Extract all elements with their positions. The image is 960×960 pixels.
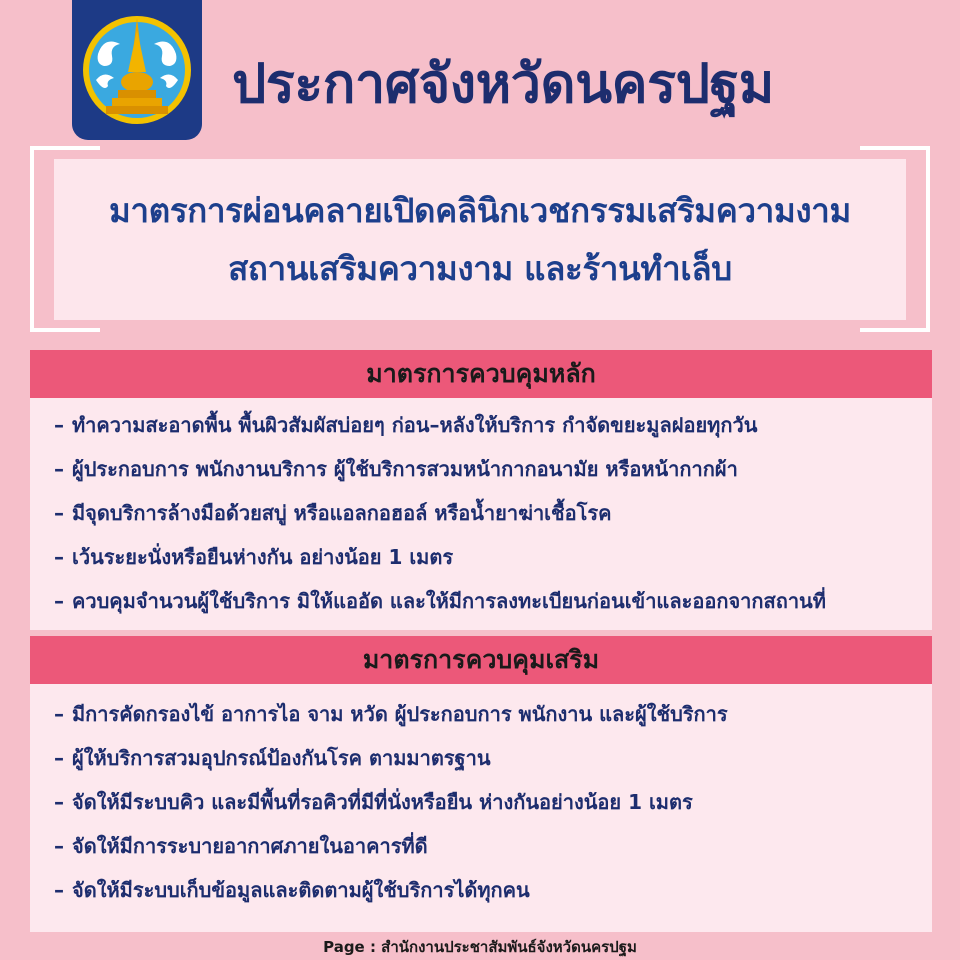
subtitle-line-1: มาตรการผ่อนคลายเปิดคลินิกเวชกรรมเสริมความงาม	[109, 190, 851, 230]
list-item: – มีจุดบริการล้างมือด้วยสบู่ หรือแอลกอฮอล์ หรือน้ำยาฆ่าเชื้อโรค	[54, 501, 612, 525]
list-item: – จัดให้มีระบบเก็บข้อมูลและติดตามผู้ใช้บริการได้ทุกคน	[54, 878, 530, 902]
pagoda-emblem-icon	[72, 0, 202, 140]
subtitle-line-2: สถานเสริมความงาม และร้านทำเล็บ	[228, 248, 732, 288]
list-item: – เว้นระยะนั่งหรือยืนห่างกัน อย่างน้อย 1 เมตร	[54, 545, 454, 569]
province-emblem	[72, 0, 202, 140]
frame-gap-bottom	[100, 326, 860, 340]
list-item: – ทำความสะอาดพื้น พื้นผิวสัมผัสบ่อยๆ ก่อน–หลังให้บริการ กำจัดขยะมูลฝอยทุกวัน	[54, 413, 758, 437]
page-title: ประกาศจังหวัดนครปฐม	[232, 52, 774, 115]
section-body-supplementary-measures	[30, 684, 932, 932]
list-item: – จัดให้มีการระบายอากาศภายในอาคารที่ดี	[54, 834, 428, 858]
list-item: – ผู้ให้บริการสวมอุปกรณ์ป้องกันโรค ตามมาตรฐาน	[54, 746, 491, 770]
list-item: – จัดให้มีระบบคิว และมีพื้นที่รอคิวที่มีที่นั่งหรือยืน ห่างกันอย่างน้อย 1 เมตร	[54, 790, 693, 814]
section-header-supplementary-measures: มาตรการควบคุมเสริม	[30, 636, 932, 684]
subtitle-box	[54, 159, 906, 320]
section-header-main-measures: มาตรการควบคุมหลัก	[30, 350, 932, 398]
section-body-main-measures	[30, 398, 932, 630]
list-item: – มีการคัดกรองไข้ อาการไอ จาม หวัด ผู้ประกอบการ พนักงาน และผู้ใช้บริการ	[54, 702, 728, 726]
list-item: – ควบคุมจำนวนผู้ใช้บริการ มิให้แออัด และให้มีการลงทะเบียนก่อนเข้าและออกจากสถานที่	[54, 589, 826, 613]
list-item: – ผู้ประกอบการ พนักงานบริการ ผู้ใช้บริการสวมหน้ากากอนามัย หรือหน้ากากผ้า	[54, 457, 738, 481]
frame-gap-top	[100, 140, 860, 154]
footer-credit: Page : สำนักงานประชาสัมพันธ์จังหวัดนครปฐม	[323, 938, 637, 956]
